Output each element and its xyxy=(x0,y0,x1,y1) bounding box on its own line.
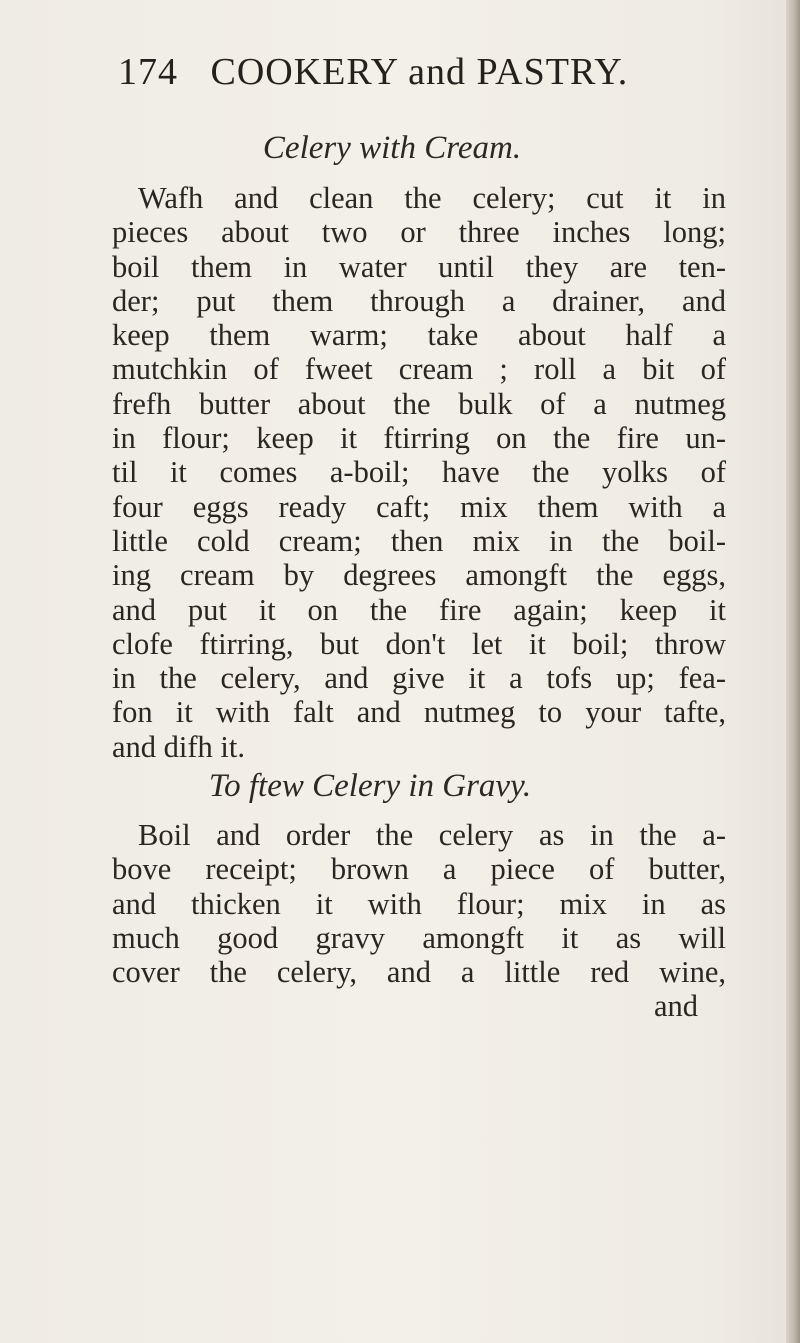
recipe-text xyxy=(112,818,726,1024)
text-line: ing cream by degrees amongft the eggs, xyxy=(112,558,726,593)
text-line: and put it on the fire again; keep it xyxy=(112,592,726,627)
text-line: bove receipt; brown a piece of butter, xyxy=(112,852,726,887)
text-line: in flour; keep it ftirring on the fire un- xyxy=(112,421,726,456)
text-line: cover the celery, and a little red wine, xyxy=(112,955,726,990)
text-line: frefh butter about the bulk of a nutmeg xyxy=(112,386,726,421)
text-line: fon it with falt and nutmeg to your tafte, xyxy=(112,695,726,730)
text-line: clofe ftirring, but don't let it boil; throw xyxy=(112,626,726,661)
running-title: COOKERY and PASTRY. xyxy=(210,51,629,93)
recipe-text xyxy=(112,181,726,764)
text-line: in the celery, and give it a tofs up; fea- xyxy=(112,661,726,696)
page-edge-shadow xyxy=(786,0,800,1343)
text-line: keep them warm; take about half a xyxy=(112,318,726,353)
text-line: little cold cream; then mix in the boil- xyxy=(112,523,726,558)
text-line: til it comes a-boil; have the yolks of xyxy=(112,455,726,490)
recipe-title: To ftew Celery in Gravy. xyxy=(208,768,532,804)
catchword: and xyxy=(653,989,698,1024)
text-line: mutchkin of fweet cream ; roll a bit of xyxy=(112,352,726,387)
text-line: pieces about two or three inches long; xyxy=(112,215,726,250)
text-line: Boil and order the celery as in the a- xyxy=(138,818,726,852)
text-line: der; put them through a drainer, and xyxy=(112,283,726,318)
text-line: Wafh and clean the celery; cut it in xyxy=(138,181,726,215)
page-header xyxy=(118,50,718,100)
text-line: boil them in water until they are ten- xyxy=(112,249,726,284)
recipe-title: Celery with Cream. xyxy=(262,130,522,166)
text-line: and thicken it with flour; mix in as xyxy=(112,886,726,921)
page-number: 174 xyxy=(118,51,178,93)
text-line: much good gravy amongft it as will xyxy=(112,920,726,955)
text-line: and difh it. xyxy=(112,729,245,764)
text-line: four eggs ready caft; mix them with a xyxy=(112,489,726,524)
